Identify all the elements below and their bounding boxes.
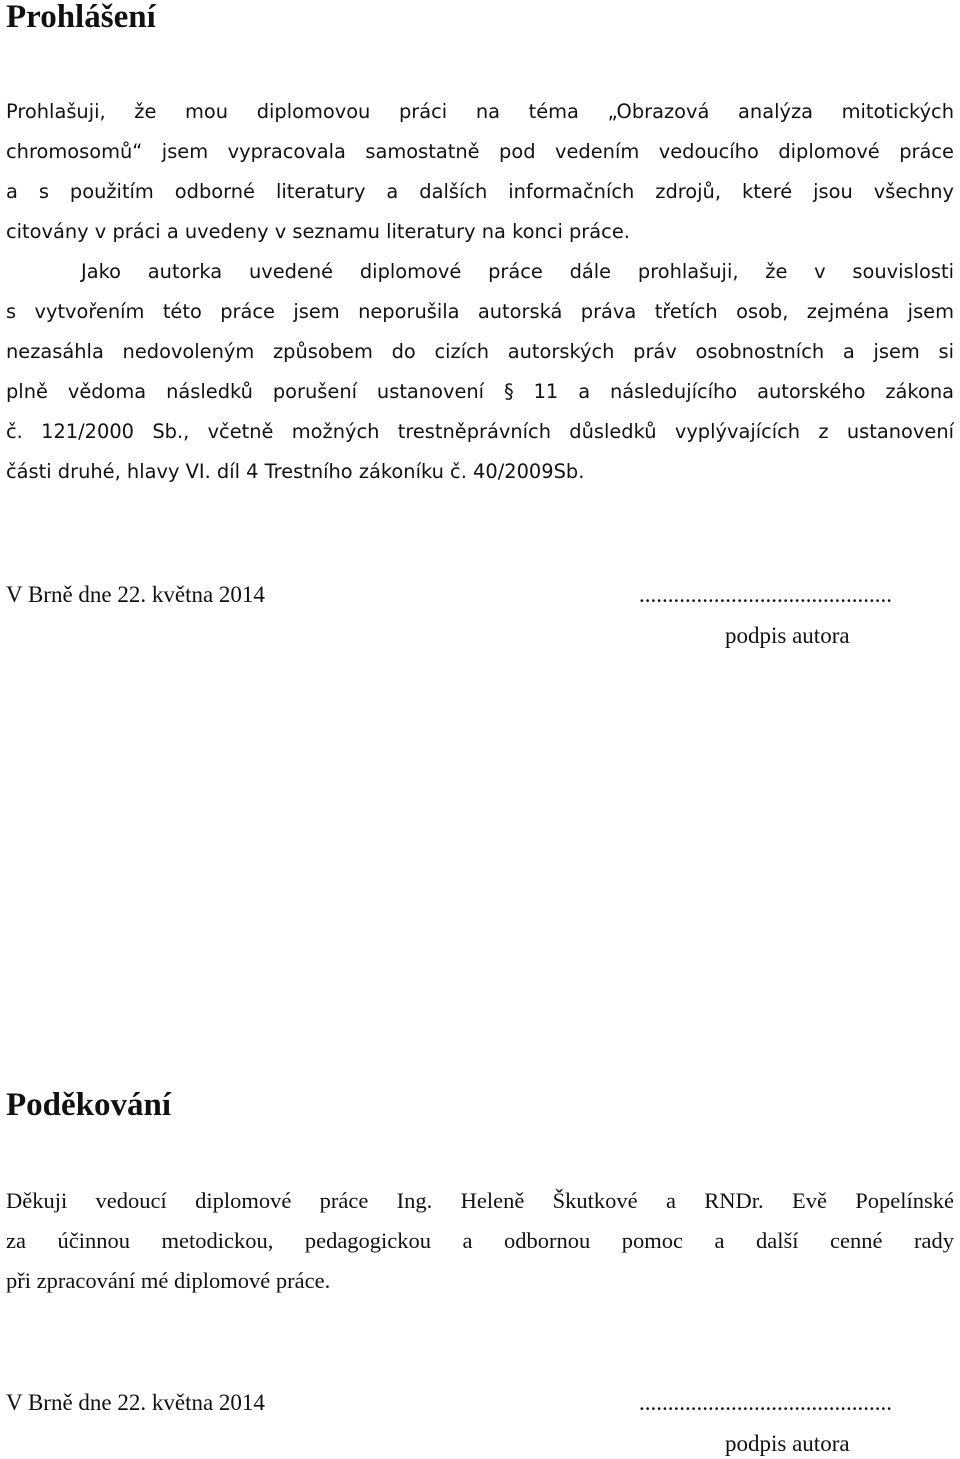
text-line: Jako autorka uvedené diplomové práce dále prohlašuji, že v souvislosti — [81, 260, 954, 283]
declaration-paragraph-1 — [6, 92, 954, 252]
text-line: plně vědoma následků porušení ustanovení § 11 a následujícího autorského zákona — [6, 380, 954, 403]
text-line: za účinnou metodickou, pedagogickou a odbornou pomoc a další cenné rady — [6, 1228, 954, 1253]
declaration-place-date: V Brně dne 22. května 2014 — [6, 582, 265, 607]
acknowledgement-signature-line: ............................................ — [639, 1390, 892, 1415]
acknowledgement-title: Poděkování — [6, 1087, 172, 1123]
text-line: s vytvořením této práce jsem neporušila autorská práva třetích osob, zejména jsem — [6, 300, 954, 323]
text-line: při zpracování mé diplomové práce. — [6, 1268, 331, 1293]
text-line: nezasáhla nedovoleným způsobem do cizích autorských práv osobnostních a jsem si — [6, 340, 954, 363]
text-line: Prohlašuji, že mou diplomovou práci na téma „Obrazová analýza mitotických — [6, 100, 954, 123]
text-line: části druhé, hlavy VI. díl 4 Trestního zákoníku č. 40/2009Sb. — [6, 460, 585, 483]
declaration-paragraph-2 — [6, 252, 954, 492]
text-line: chromosomů“ jsem vypracovala samostatně pod vedením vedoucího diplomové práce — [6, 140, 954, 163]
text-line: a s použitím odborné literatury a dalších informačních zdrojů, které jsou všechny — [6, 180, 954, 203]
acknowledgement-place-date: V Brně dne 22. května 2014 — [6, 1390, 265, 1415]
text-line: citovány v práci a uvedeny v seznamu literatury na konci práce. — [6, 220, 630, 243]
text-line: Děkuji vedoucí diplomové práce Ing. Heleně Škutkové a RNDr. Evě Popelínské — [6, 1188, 954, 1213]
declaration-signature-label: podpis autora — [725, 623, 850, 648]
declaration-signature-line: ............................................ — [639, 582, 892, 607]
declaration-title: Prohlášení — [6, 0, 156, 35]
acknowledgement-signature-label: podpis autora — [725, 1431, 850, 1456]
text-line: č. 121/2000 Sb., včetně možných trestněprávních důsledků vyplývajících z ustanovení — [6, 420, 954, 443]
acknowledgement-paragraph — [6, 1181, 954, 1301]
